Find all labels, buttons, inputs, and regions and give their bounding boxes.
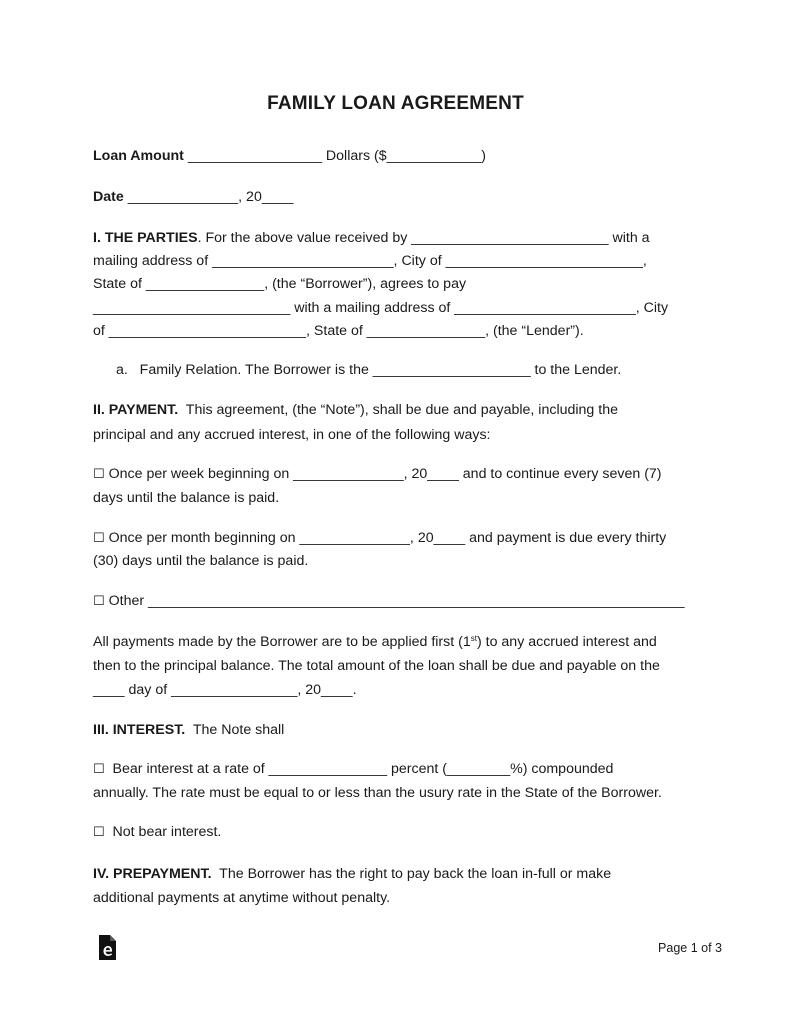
applied-line-3: ____ day of ________________, 20____.	[93, 682, 357, 698]
interest-bear-line-1	[93, 759, 613, 780]
payment-monthly-line-1	[93, 528, 666, 549]
parties-line-3: State of _______________, (the “Borrower”), agrees to pay	[93, 276, 467, 292]
eforms-logo-icon	[96, 935, 118, 960]
prepayment-line-1	[93, 864, 611, 884]
parties-line-2: mailing address of _______________________, City of _________________________,	[93, 253, 647, 269]
payment-text-1: This agreement, (the “Note”), shall be due and payable, including the	[178, 402, 618, 418]
other-text: Other ____________________________________________________________________	[104, 593, 685, 609]
weekly-text: Once per week beginning on ______________, 20____ and to continue every seven (7)	[104, 466, 662, 482]
payment-heading: II. PAYMENT.	[93, 402, 179, 418]
parties-line-5: of _________________________, State of _______________, (the “Lender”).	[93, 323, 584, 339]
interest-bear-line-2: annually. The rate must be equal to or less than the usury rate in the State of the Borrower.	[93, 785, 662, 801]
interest-heading: III. INTEREST.	[93, 722, 186, 738]
weekly-checkbox[interactable]: ☐	[93, 467, 105, 482]
prepayment-line-2: additional payments at anytime without penalty.	[93, 890, 391, 906]
date-blank: ______________, 20____	[123, 189, 294, 205]
applied-text-1a: All payments made by the Borrower are to be applied first (1	[93, 634, 471, 650]
loan-amount-line	[93, 146, 486, 166]
interest-not-line	[93, 822, 221, 843]
payment-weekly-line-1	[93, 464, 662, 485]
loan-amount-blank: _________________ Dollars ($____________)	[183, 148, 487, 164]
monthly-text: Once per month beginning on ______________, 20____ and payment is due every thirty	[104, 530, 667, 546]
payment-monthly-line-2: (30) days until the balance is paid.	[93, 553, 309, 569]
loan-amount-label: Loan Amount	[93, 148, 184, 164]
other-checkbox[interactable]: ☐	[93, 594, 105, 609]
parties-line-1	[93, 228, 650, 248]
parties-heading: I. THE PARTIES	[93, 230, 198, 246]
parties-text-1: . For the above value received by _________________________ with a	[197, 230, 650, 246]
page-number: Page 1 of 3	[658, 941, 722, 955]
payment-other-line	[93, 591, 685, 612]
date-line	[93, 187, 293, 207]
date-label: Date	[93, 189, 124, 205]
bear-interest-checkbox[interactable]: ☐	[93, 762, 105, 777]
document-title: FAMILY LOAN AGREEMENT	[267, 93, 524, 114]
bear-interest-text: Bear interest at a rate of _______________ percent (________%) compounded	[104, 761, 614, 777]
applied-text-1b: ) to any accrued interest and	[476, 634, 657, 650]
monthly-checkbox[interactable]: ☐	[93, 531, 105, 546]
no-interest-checkbox[interactable]: ☐	[93, 825, 105, 840]
payment-weekly-line-2: days until the balance is paid.	[93, 490, 280, 506]
prepayment-text-1: The Borrower has the right to pay back the loan in-full or make	[211, 866, 612, 882]
prepayment-heading: IV. PREPAYMENT.	[93, 866, 212, 882]
payment-line-1	[93, 400, 618, 420]
no-interest-text: Not bear interest.	[104, 824, 222, 840]
applied-superscript: st	[470, 634, 477, 643]
parties-line-4: _________________________ with a mailing address of _______________________, City	[93, 300, 669, 316]
family-relation-line: a. Family Relation. The Borrower is the ____________________ to the Lender.	[116, 362, 622, 378]
payment-line-2: principal and any accrued interest, in one of the following ways:	[93, 427, 491, 443]
applied-line-2: then to the principal balance. The total amount of the loan shall be due and payable on the	[93, 658, 660, 674]
interest-line	[93, 720, 284, 740]
applied-line-1	[93, 632, 657, 652]
interest-intro: The Note shall	[185, 722, 285, 738]
